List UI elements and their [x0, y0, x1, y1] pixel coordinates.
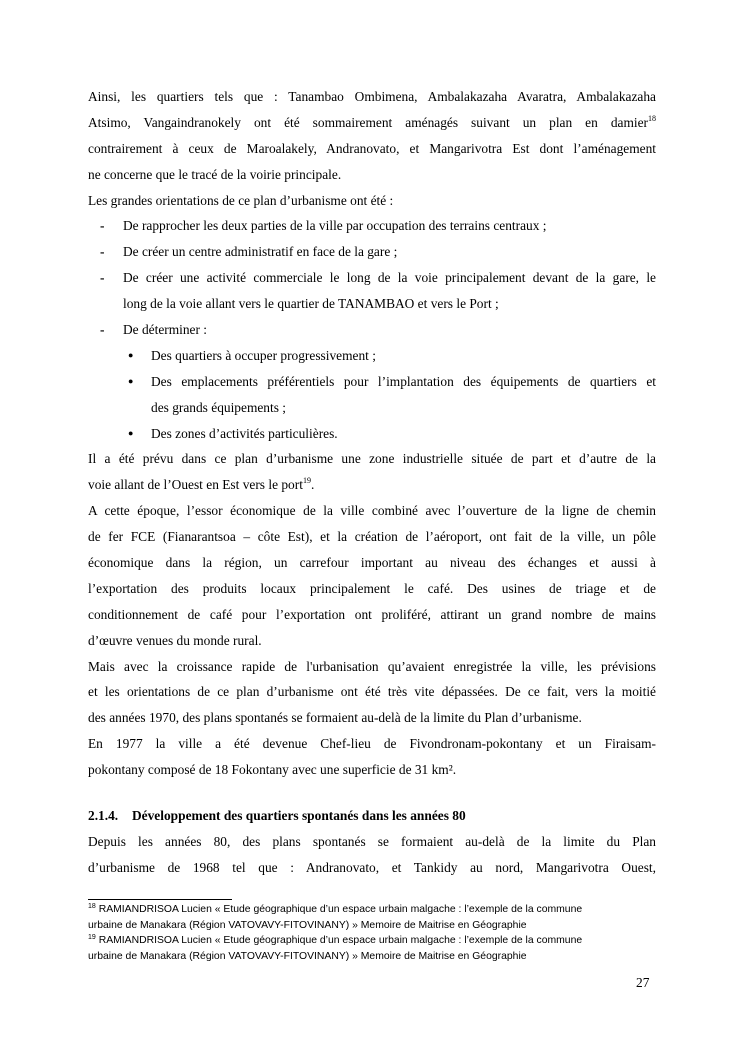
text-span: voie allant de l’Ouest en Est vers le port [88, 477, 303, 493]
section-number: 2.1.4. [88, 808, 119, 824]
dash-marker: - [100, 218, 105, 234]
text-span: Atsimo, Vangaindranokely ont été sommairement aménagés suivant un plan en damier [88, 114, 648, 130]
bullet-marker: ● [128, 349, 134, 360]
footnote-separator [88, 899, 232, 900]
text-line: A cette époque, l’essor économique de la ville combiné avec l’ouverture de la ligne de chemin [88, 503, 656, 519]
list-item [88, 265, 656, 291]
footnote-line [88, 933, 656, 949]
spacer [88, 783, 656, 803]
text-line: Mais avec la croissance rapide de l'urbanisation qu’avaient enregistrée la ville, les prévisions [88, 658, 656, 674]
text-line: économique dans la région, un carrefour important au niveau des échanges et aussi à [88, 555, 656, 571]
body-text [88, 84, 656, 881]
footnote-text: RAMIANDRISOA Lucien « Etude géographique d’un espace urbain malgache : l’exemple de la commune [98, 935, 583, 946]
text-line: d’urbanisme de 1968 tel que : Andranovato, et Tankidy au nord, Mangarivotra Ouest, [88, 859, 656, 875]
text-line [88, 110, 656, 136]
footnote-ref: 19 [302, 476, 311, 486]
text-line: Depuis les années 80, des plans spontanés se formaient au-delà de la limite du Plan [88, 833, 656, 849]
list-item-continuation: long de la voie allant vers le quartier de TANAMBAO et vers le Port ; [123, 296, 499, 312]
text-line: Les grandes orientations de ce plan d’urbanisme ont été : [88, 192, 394, 208]
list-item [88, 239, 656, 265]
section-title: Développement des quartiers spontanés dans les années 80 [132, 808, 466, 824]
text-line: de fer FCE (Fianarantsoa – côte Est), et la création de l’aéroport, ont fait de la ville, un pôle [88, 529, 656, 545]
list-item [88, 317, 656, 343]
text-line [88, 472, 656, 498]
footnote-line: urbaine de Manakara (Région VATOVAVY-FITOVINANY) » Memoire de Maitrise en Géographie [88, 919, 527, 931]
footnote-line: urbaine de Manakara (Région VATOVAVY-FITOVINANY) » Memoire de Maitrise en Géographie [88, 950, 527, 962]
footnote-number: 18 [88, 903, 96, 910]
text-line: ne concerne que le tracé de la voirie principale. [88, 166, 342, 182]
text-line: pokontany composé de 18 Fokontany avec une superficie de 31 km². [88, 762, 457, 778]
text-line: contrairement à ceux de Maroalakely, Andranovato, et Mangarivotra Est dont l’aménagement [88, 140, 656, 156]
dash-marker: - [100, 270, 105, 286]
list-item-text: De créer une activité commerciale le long de la voie principalement devant de la gare, le [123, 270, 656, 286]
footnotes [88, 902, 656, 964]
sublist-item [88, 343, 656, 369]
text-line: conditionnement de café pour l’exportation ont proliféré, attirant un grand nombre de mains [88, 606, 656, 622]
footnote-line [88, 902, 656, 918]
text-line: Il a été prévu dans ce plan d’urbanisme une zone industrielle située de part et d’autre de la [88, 451, 656, 467]
text-span: . [310, 477, 315, 493]
dash-marker: - [100, 244, 105, 260]
text-line: d’œuvre venues du monde rural. [88, 632, 262, 648]
text-line: En 1977 la ville a été devenue Chef-lieu de Fivondronam-pokontany et un Firaisam- [88, 736, 656, 752]
list-item-text: De rapprocher les deux parties de la ville par occupation des terrains centraux ; [123, 218, 547, 234]
section-heading [88, 803, 656, 829]
footnote-text: RAMIANDRISOA Lucien « Etude géographique d’un espace urbain malgache : l’exemple de la commune [98, 904, 583, 915]
sublist-item-text: Des quartiers à occuper progressivement ; [151, 347, 376, 363]
list-item [88, 213, 656, 239]
sublist-item-text: Des zones d’activités particulières. [151, 425, 338, 441]
sublist-item-text: Des emplacements préférentiels pour l’implantation des équipements de quartiers et [151, 373, 656, 389]
footnote-number: 19 [88, 934, 96, 941]
sublist-item [88, 369, 656, 395]
list-item-text: De déterminer : [123, 322, 208, 338]
text-line: et les orientations de ce plan d’urbanisme ont été très vite dépassées. De ce fait, vers la moitié [88, 684, 656, 700]
text-line: des années 1970, des plans spontanés se formaient au-delà de la limite du Plan d’urbanisme. [88, 710, 582, 726]
dash-marker: - [100, 322, 105, 338]
text-line: l’exportation des produits locaux principalement le café. Des usines de triage et de [88, 580, 656, 596]
bullet-marker: ● [128, 427, 134, 438]
footnote-ref: 18 [648, 113, 656, 123]
bullet-marker: ● [128, 375, 134, 386]
sublist-item-continuation: des grands équipements ; [151, 399, 286, 415]
text-line: Ainsi, les quartiers tels que : Tanambao Ombimena, Ambalakazaha Avaratra, Ambalakazaha [88, 89, 656, 104]
sublist-item [88, 421, 656, 447]
list-item-text: De créer un centre administratif en face de la gare ; [123, 244, 398, 260]
page-number: 27 [636, 975, 650, 990]
